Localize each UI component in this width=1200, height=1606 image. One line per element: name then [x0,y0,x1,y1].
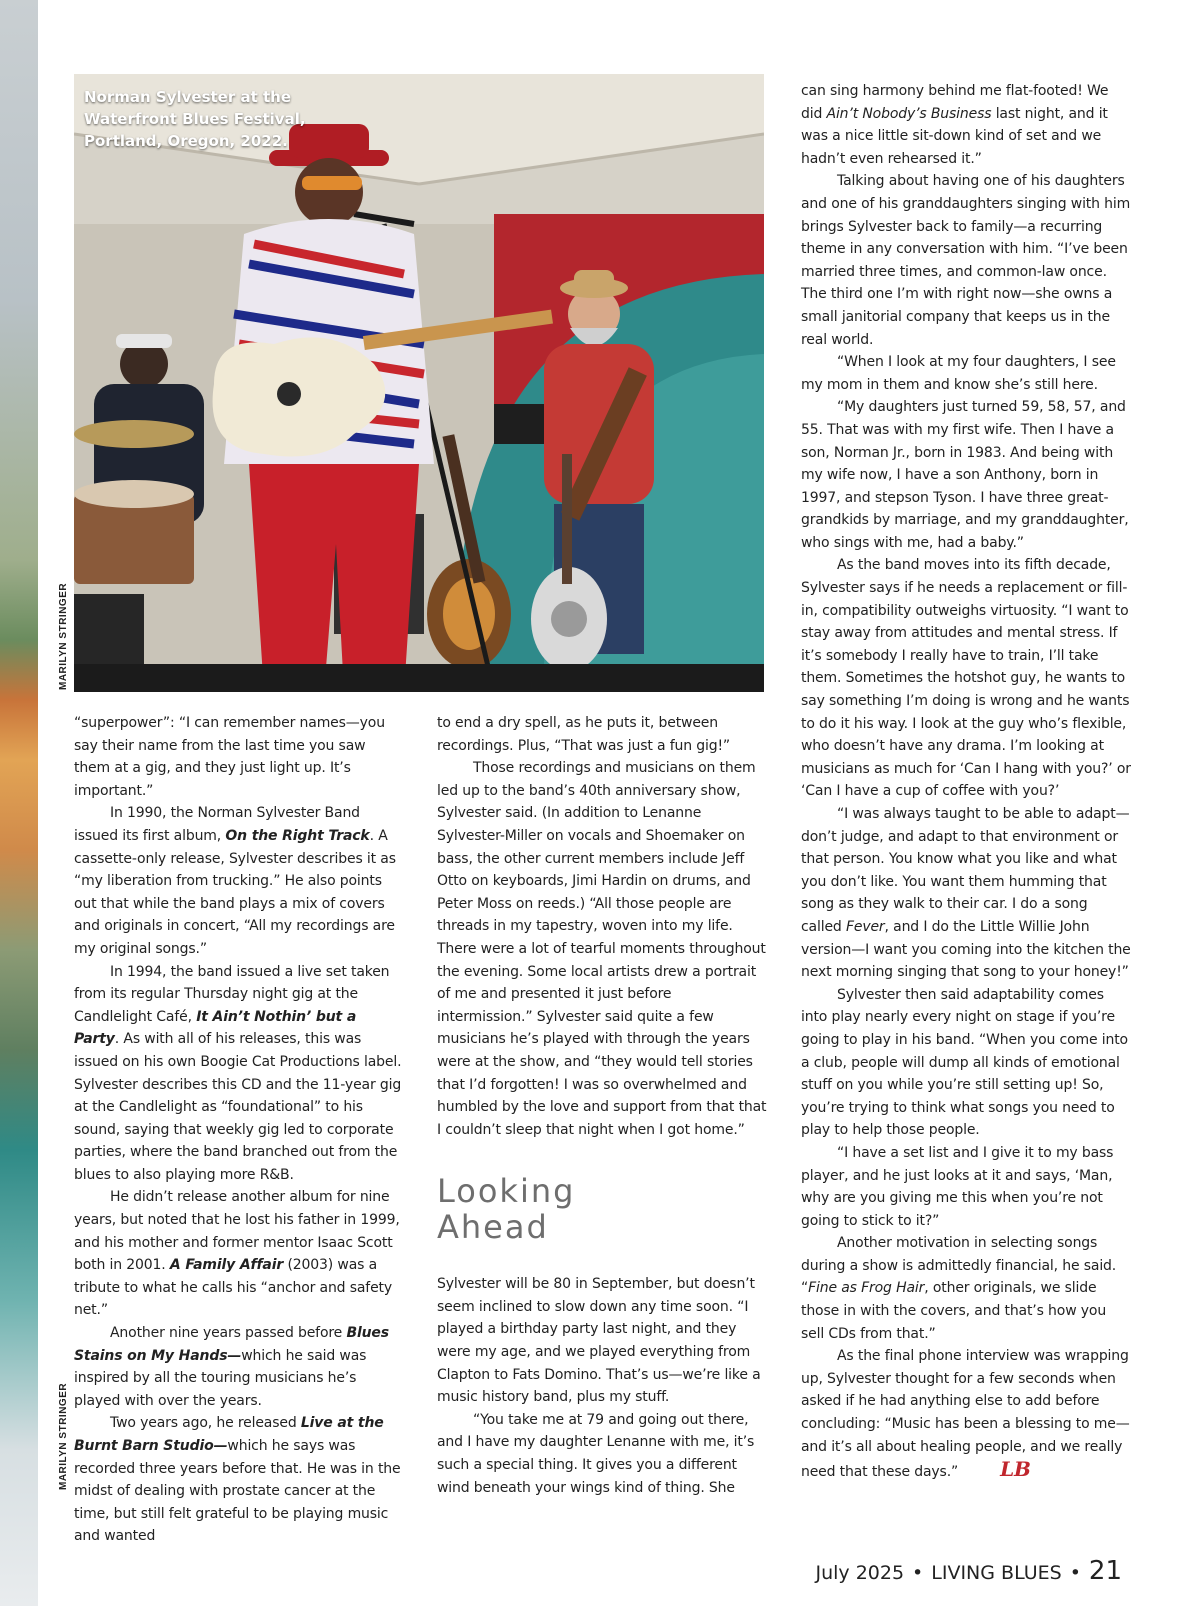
section-heading [437,1173,769,1245]
photo-caption: Norman Sylvester at the Waterfront Blues Festival, Portland, Oregon, 2022. [84,88,306,150]
paragraph: Sylvester then said adaptability comes into play nearly every night on stage if you’re going to play in his band. “When you come into a club, people will dump all kinds of emotional stuff on you while you’re still setting up! So, you’re trying to think what songs you need to play to help those people. [801,986,1128,1139]
paragraph: Talking about having one of his daughters and one of his granddaughters singing with him brings Sylvester back to family—a recurring theme in any conversation with him. “I’ve been married three times, and common-law once. The third one I’m with right now—she owns a small janitorial company that keeps us in the real world. [801,173,1131,348]
song-title: Fine as Frog Hair [808,1280,925,1297]
album-title: A Family Affair [169,1257,284,1274]
paragraph: “My daughters just turned 59, 58, 57, and 55. That was with my first wife. Then I have a son, Norman Jr., born in 1983. And being with my wife now, I have a son Anthony, born in 1997, and stepson Tyson. I have three great-grandkids by marriage, and my granddaughter, who sings with me, had a baby.” [801,399,1129,551]
paragraph: “I have a set list and I give it to my bass player, and he just looks at it and says, ‘Man, why are you giving me this when you’re not going to stick to it?” [801,1144,1114,1229]
bullet-separator: • [912,1562,924,1584]
issue-date: July 2025 [815,1562,905,1584]
album-title: It Ain’t Nothin’ but a Party [74,1008,357,1048]
left-photo-strip [0,0,38,1606]
paragraph: Another nine years passed before Blues Stains on My Hands—which he said was inspired by all the touring musicians he’s played with over the years. [74,1325,389,1409]
paragraph: In 1990, the Norman Sylvester Band issued its first album, On the Right Track. A cassette-only release, Sylvester describes it as “my liberation from trucking.” He also points out that while the band plays a mix of covers and originals in concert, “All my recordings are my original songs.” [74,805,396,957]
album-title: Live at the Burnt Barn Studio— [74,1415,384,1454]
paragraph: “superpower”: “I can remember names—you say their name from the last time you saw them at a gig, and they just light up. It’s important.” [74,715,385,799]
paragraph: In 1994, the band issued a live set taken from its regular Thursday night gig at the Candlelight Café, It Ain’t Nothin’ but a Party. As with all of his releases, this was issued on his own Boogie Cat Productions label. Sylvester describes this CD and the 11-year gig at the Candlelight as “foundational” to his sound, saying that weekly gig led to corporate parties, where the band branched out from the blues to also playing more R&B. [74,963,402,1183]
album-title: Blues Stains on My Hands— [74,1325,389,1364]
magazine-name: LIVING BLUES [931,1562,1062,1584]
song-title: Fever [845,918,885,935]
photo-credit: MARILYN STRINGER [58,582,69,690]
living-blues-signoff-logo: LB [1000,1457,1031,1482]
album-title: On the Right Track [225,827,370,844]
photo-credit-secondary: MARILYN STRINGER [58,1382,69,1490]
page-footer [815,1556,1122,1586]
paragraph: As the final phone interview was wrapping up, Sylvester thought for a few seconds when asked if he had anything else to add before concluding: “Music has been a blessing to me—and it’s all about healing people, and we really need that these days.” LB [801,1348,1130,1482]
song-title: Ain’t Nobody’s Business [826,105,992,122]
concert-photo [74,74,764,692]
concert-photo-illustration [74,74,764,692]
paragraph: As the band moves into its fifth decade, Sylvester says if he needs a replacement or fill-in, compatibility outweighs virtuosity. “I want to stay away from attitudes and mental stress. If it’s somebody I really have to train, I’ll take them. Sometimes the hotshot guy, he wants to say something I’m doing is wrong and he wants to do it his way. I look at the guy who’s flexible, who doesn’t have any drama. I’m looking at musicians as much for ‘Can I hang with you?’ or ‘Can I have a cup of coffee with you?’ [801,557,1131,800]
paragraph: Another motivation in selecting songs during a show is admittedly financial, he said. “Fine as Frog Hair, other originals, we slide those in with the covers, and that’s how you sell CDs from that.” [801,1235,1117,1342]
article-column-3 [801,80,1131,1484]
paragraph: He didn’t release another album for nine years, but noted that he lost his father in 1999, and his mother and former mentor Isaac Scott both in 2001. A Family Affair (2003) was a tribute to what he calls his “anchor and safety net.” [74,1189,400,1319]
article-column-1 [74,712,404,1548]
paragraph: to end a dry spell, as he puts it, between recordings. Plus, “That was just a fun gig!” [437,715,731,754]
paragraph: Two years ago, he released Live at the Burnt Barn Studio—which he says was recorded three years before that. He was in the midst of dealing with prostate cancer at the time, but still felt grateful to be playing music and wanted [74,1415,401,1545]
paragraph: can sing harmony behind me flat-footed! We did Ain’t Nobody’s Business last night, and it was a nice little sit-down kind of set and we hadn’t even rehearsed it.” [801,83,1109,167]
section-heading-line: Looking [437,1172,576,1211]
article-column-2 [437,712,769,1499]
paragraph: “When I look at my four daughters, I see my mom in them and know she’s still here. [801,354,1116,393]
page-number: 21 [1088,1556,1122,1586]
paragraph: “I was always taught to be able to adapt—don’t judge, and adapt to that environment or that person. You know what you like and what you don’t like. You want them humming that song as they walk to their car. I do a song called Fever, and I do the Little Willie John version—I want you coming into the kitchen the next morning singing that song to your honey!” [801,806,1131,981]
paragraph: Those recordings and musicians on them led up to the band’s 40th anniversary show, Sylvester said. (In addition to Lenanne Sylvester-Miller on vocals and Shoemaker on bass, the other current members include Jeff Otto on keyboards, Jimi Hardin on drums, and Peter Moss on reeds.) “All those people are threads in my tapestry, woven into my life. There were a lot of tearful moments throughout the evening. Some local artists drew a portrait of me and presented it just before intermission.” Sylvester said quite a few musicians he’s played with through the years were at the show, and “they would tell stories that I’d forgotten! I was so overwhelmed and humbled by the love and support from that that I couldn’t sleep that night when I got home.” [437,760,767,1138]
paragraph: Sylvester will be 80 in September, but doesn’t seem inclined to slow down any time soon. “I played a birthday party last night, and they were my age, and we played everything from Clapton to Fats Domino. That’s us—we’re like a music history band, plus my stuff. [437,1276,761,1406]
paragraph: “You take me at 79 and going out there, and I have my daughter Lenanne with me, it’s such a special thing. It gives you a different wind beneath your wings kind of thing. She [437,1411,755,1496]
section-heading-line: Ahead [437,1208,549,1247]
bullet-separator: • [1069,1562,1081,1584]
